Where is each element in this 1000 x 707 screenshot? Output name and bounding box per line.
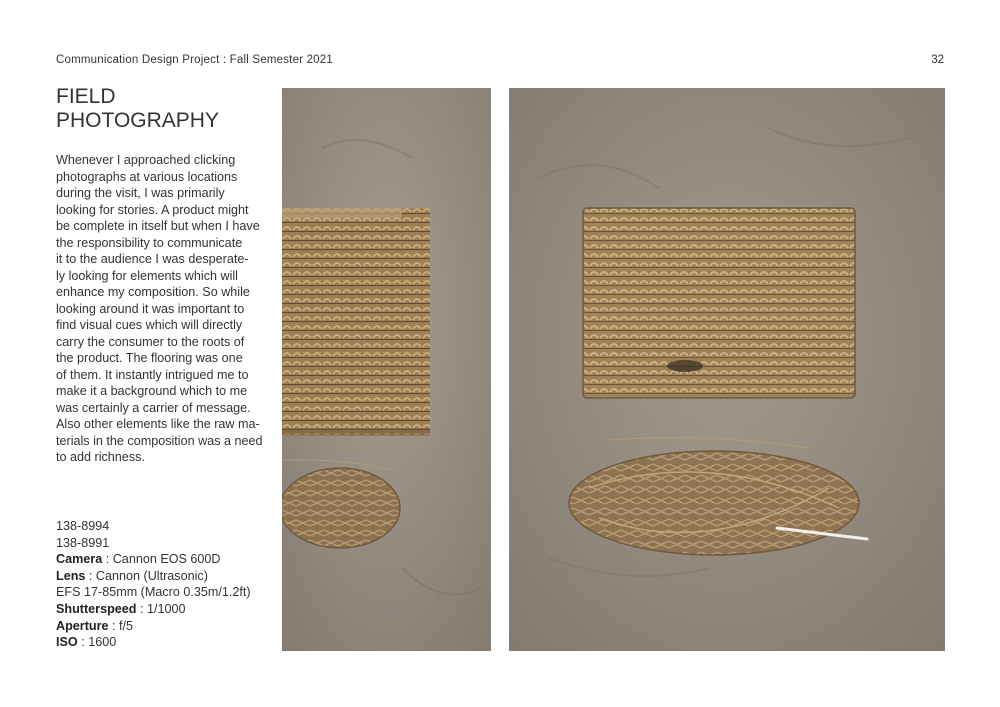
page-number: 32 — [931, 54, 944, 66]
running-header: Communication Design Project : Fall Semester 2021 — [56, 54, 333, 66]
photo-crochet-full-image — [509, 88, 945, 651]
iso-label: ISO — [56, 635, 78, 650]
shutter-label: Shutterspeed — [56, 601, 137, 616]
lens-detail: EFS 17-85mm (Macro 0.35m/1.2ft) — [56, 585, 251, 600]
body-line: enhance my composition. So while — [56, 285, 250, 299]
photo-crochet-closeup — [282, 88, 491, 651]
body-paragraph — [56, 152, 271, 466]
camera-value: : Cannon EOS 600D — [102, 552, 221, 567]
page-title — [56, 85, 276, 133]
body-line: be complete in itself but when I have — [56, 219, 260, 233]
body-line: ly looking for elements which will — [56, 268, 238, 283]
body-line: of them. It instantly intrigued me to — [56, 367, 249, 382]
body-line: the responsibility to communicate — [56, 235, 243, 250]
body-line: during the visit, I was primarily — [56, 186, 225, 200]
photo-crochet-full — [509, 88, 945, 651]
body-line: find visual cues which will directly — [56, 318, 243, 332]
body-line: looking around it was important to — [56, 301, 245, 316]
camera-label: Camera — [56, 552, 103, 567]
body-line: photographs at various locations — [56, 169, 238, 184]
shutter-row — [56, 601, 251, 618]
image-id: 138-8991 — [56, 535, 110, 550]
body-line: was certainly a carrier of message. — [56, 400, 251, 415]
title-line: PHOTOGRAPHY — [56, 109, 219, 132]
body-line: carry the consumer to the roots of — [56, 334, 245, 349]
aperture-row — [56, 618, 251, 635]
shutter-value: : 1/1000 — [136, 601, 186, 616]
camera-specs — [56, 518, 251, 651]
body-line: looking for stories. A product might — [56, 202, 249, 217]
lens-row — [56, 568, 251, 585]
photo-crochet-closeup-image — [282, 88, 491, 651]
body-line: the product. The flooring was one — [56, 351, 243, 365]
image-id: 138-8994 — [56, 519, 110, 533]
body-line: to add richness. — [56, 450, 145, 464]
lens-label: Lens — [56, 568, 86, 583]
camera-row — [56, 551, 251, 568]
aperture-value: : f/5 — [108, 618, 133, 633]
body-line: it to the audience I was desperate- — [56, 252, 249, 266]
body-line: Whenever I approached clicking — [56, 153, 236, 167]
body-line: make it a background which to me — [56, 384, 248, 398]
lens-value: : Cannon (Ultrasonic) — [85, 568, 208, 583]
body-line: terials in the composition was a need — [56, 433, 263, 448]
iso-row — [56, 634, 251, 651]
iso-value: : 1600 — [77, 635, 117, 650]
title-line: FIELD — [56, 85, 116, 108]
aperture-label: Aperture — [56, 618, 109, 633]
body-line: Also other elements like the raw ma- — [56, 417, 260, 431]
